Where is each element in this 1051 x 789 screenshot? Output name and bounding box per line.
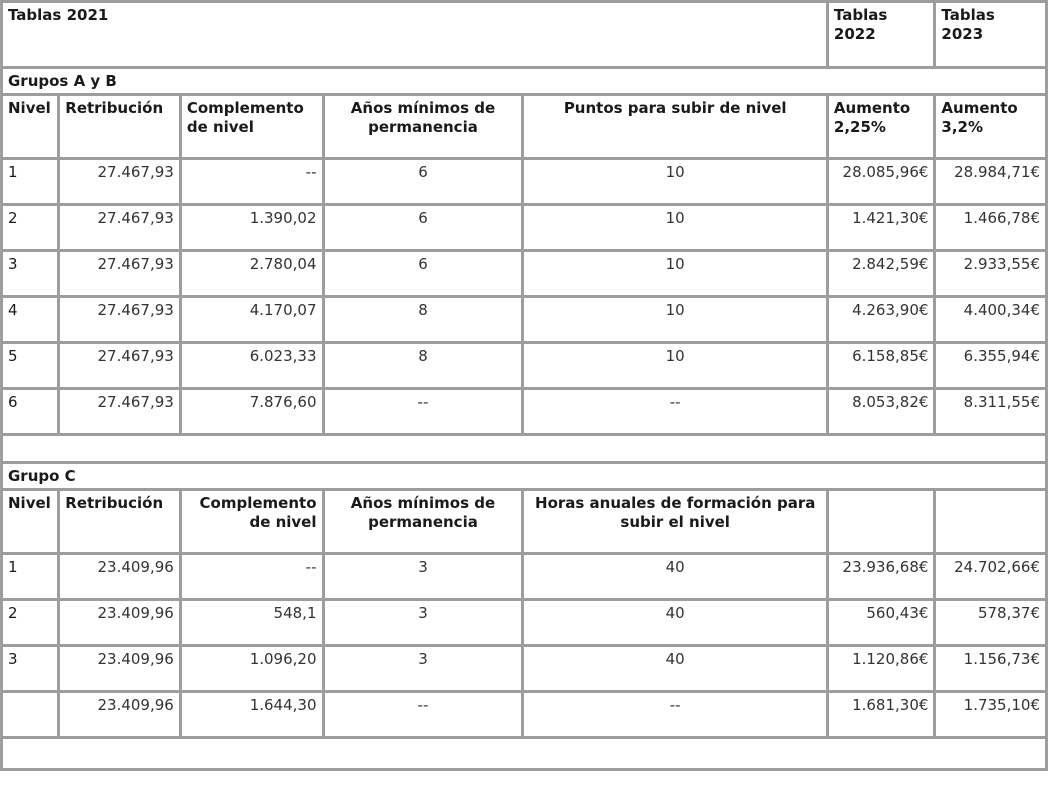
cell-permanencia: 8	[323, 297, 523, 343]
cell-nivel: 3	[2, 251, 59, 297]
spacer-cell	[2, 738, 1047, 770]
cell-complemento: --	[180, 554, 323, 600]
cell-permanencia: 6	[323, 205, 523, 251]
cell-aumento-2022: 560,43€	[827, 600, 935, 646]
cell-puntos: 10	[523, 159, 827, 205]
table-row	[2, 389, 1047, 435]
cell-complemento: 2.780,04	[180, 251, 323, 297]
cell-nivel: 5	[2, 343, 59, 389]
cell-aumento-2023: 28.984,71€	[935, 159, 1047, 205]
cell-permanencia: 6	[323, 251, 523, 297]
cell-aumento-2023: 8.311,55€	[935, 389, 1047, 435]
cell-horas: 40	[523, 646, 827, 692]
cell-nivel: 4	[2, 297, 59, 343]
cell-aumento-2022: 28.085,96€	[827, 159, 935, 205]
cell-aumento-2022: 1.681,30€	[827, 692, 935, 738]
cell-permanencia: 3	[323, 600, 523, 646]
header-retribucion: Retribución	[59, 490, 181, 554]
cell-retribucion: 23.409,96	[59, 692, 181, 738]
cell-retribucion: 27.467,93	[59, 205, 181, 251]
cell-aumento-2023: 4.400,34€	[935, 297, 1047, 343]
table-row	[2, 600, 1047, 646]
header-complemento: Complemento de nivel	[180, 95, 323, 159]
table-row-bottom-spacer	[2, 738, 1047, 770]
spacer-cell	[2, 435, 1047, 463]
cell-nivel: 6	[2, 389, 59, 435]
header-empty-2023	[935, 490, 1047, 554]
cell-aumento-2022: 4.263,90€	[827, 297, 935, 343]
cell-retribucion: 27.467,93	[59, 159, 181, 205]
cell-complemento: --	[180, 159, 323, 205]
cell-retribucion: 27.467,93	[59, 389, 181, 435]
cell-horas: 40	[523, 600, 827, 646]
table-row-spacer	[2, 435, 1047, 463]
cell-aumento-2023: 24.702,66€	[935, 554, 1047, 600]
cell-nivel: 1	[2, 554, 59, 600]
header-retribucion: Retribución	[59, 95, 181, 159]
cell-puntos: --	[523, 389, 827, 435]
header-permanencia: Años mínimos de permanencia	[323, 95, 523, 159]
cell-permanencia: 6	[323, 159, 523, 205]
table-row-group-c-header	[2, 490, 1047, 554]
cell-retribucion: 23.409,96	[59, 646, 181, 692]
cell-aumento-2022: 1.421,30€	[827, 205, 935, 251]
header-complemento: Complemento de nivel	[180, 490, 323, 554]
table-row	[2, 251, 1047, 297]
cell-aumento-2023: 1.735,10€	[935, 692, 1047, 738]
cell-nivel: 3	[2, 646, 59, 692]
group-c-label: Grupo C	[2, 463, 1047, 490]
cell-aumento-2022: 8.053,82€	[827, 389, 935, 435]
cell-nivel: 1	[2, 159, 59, 205]
cell-nivel: 2	[2, 600, 59, 646]
cell-permanencia: 8	[323, 343, 523, 389]
cell-retribucion: 27.467,93	[59, 251, 181, 297]
header-aumento-2022: Aumento 2,25%	[827, 95, 935, 159]
table-row	[2, 297, 1047, 343]
table-row-group-c-label	[2, 463, 1047, 490]
table-row	[2, 692, 1047, 738]
cell-complemento: 4.170,07	[180, 297, 323, 343]
header-nivel: Nivel	[2, 95, 59, 159]
title-tablas-2021: Tablas 2021	[2, 2, 828, 68]
header-empty-2022	[827, 490, 935, 554]
cell-complemento: 1.096,20	[180, 646, 323, 692]
cell-puntos: 10	[523, 297, 827, 343]
header-permanencia: Años mínimos de permanencia	[323, 490, 523, 554]
group-ab-label: Grupos A y B	[2, 68, 1047, 95]
cell-retribucion: 23.409,96	[59, 600, 181, 646]
table-row	[2, 159, 1047, 205]
cell-puntos: 10	[523, 251, 827, 297]
table-row-group-ab-header	[2, 95, 1047, 159]
cell-aumento-2022: 2.842,59€	[827, 251, 935, 297]
title-tablas-2023: Tablas 2023	[935, 2, 1047, 68]
cell-permanencia: --	[323, 389, 523, 435]
cell-puntos: 10	[523, 343, 827, 389]
cell-horas: --	[523, 692, 827, 738]
header-aumento-2023: Aumento 3,2%	[935, 95, 1047, 159]
cell-complemento: 6.023,33	[180, 343, 323, 389]
table-row	[2, 343, 1047, 389]
table-row	[2, 646, 1047, 692]
cell-nivel	[2, 692, 59, 738]
cell-retribucion: 27.467,93	[59, 297, 181, 343]
header-nivel: Nivel	[2, 490, 59, 554]
cell-complemento: 1.644,30	[180, 692, 323, 738]
cell-complemento: 7.876,60	[180, 389, 323, 435]
cell-retribucion: 23.409,96	[59, 554, 181, 600]
title-tablas-2022: Tablas 2022	[827, 2, 935, 68]
table-row-group-ab-label	[2, 68, 1047, 95]
cell-aumento-2023: 1.466,78€	[935, 205, 1047, 251]
cell-aumento-2022: 6.158,85€	[827, 343, 935, 389]
cell-permanencia: 3	[323, 554, 523, 600]
cell-retribucion: 27.467,93	[59, 343, 181, 389]
cell-aumento-2023: 578,37€	[935, 600, 1047, 646]
cell-aumento-2023: 6.355,94€	[935, 343, 1047, 389]
cell-aumento-2023: 2.933,55€	[935, 251, 1047, 297]
cell-puntos: 10	[523, 205, 827, 251]
cell-aumento-2023: 1.156,73€	[935, 646, 1047, 692]
cell-aumento-2022: 1.120,86€	[827, 646, 935, 692]
header-puntos: Puntos para subir de nivel	[523, 95, 827, 159]
table-row	[2, 554, 1047, 600]
cell-permanencia: --	[323, 692, 523, 738]
header-horas: Horas anuales de formación para subir el nivel	[523, 490, 827, 554]
cell-aumento-2022: 23.936,68€	[827, 554, 935, 600]
table-row	[2, 205, 1047, 251]
cell-horas: 40	[523, 554, 827, 600]
cell-nivel: 2	[2, 205, 59, 251]
table-row-titles	[2, 2, 1047, 68]
cell-permanencia: 3	[323, 646, 523, 692]
cell-complemento: 548,1	[180, 600, 323, 646]
cell-complemento: 1.390,02	[180, 205, 323, 251]
